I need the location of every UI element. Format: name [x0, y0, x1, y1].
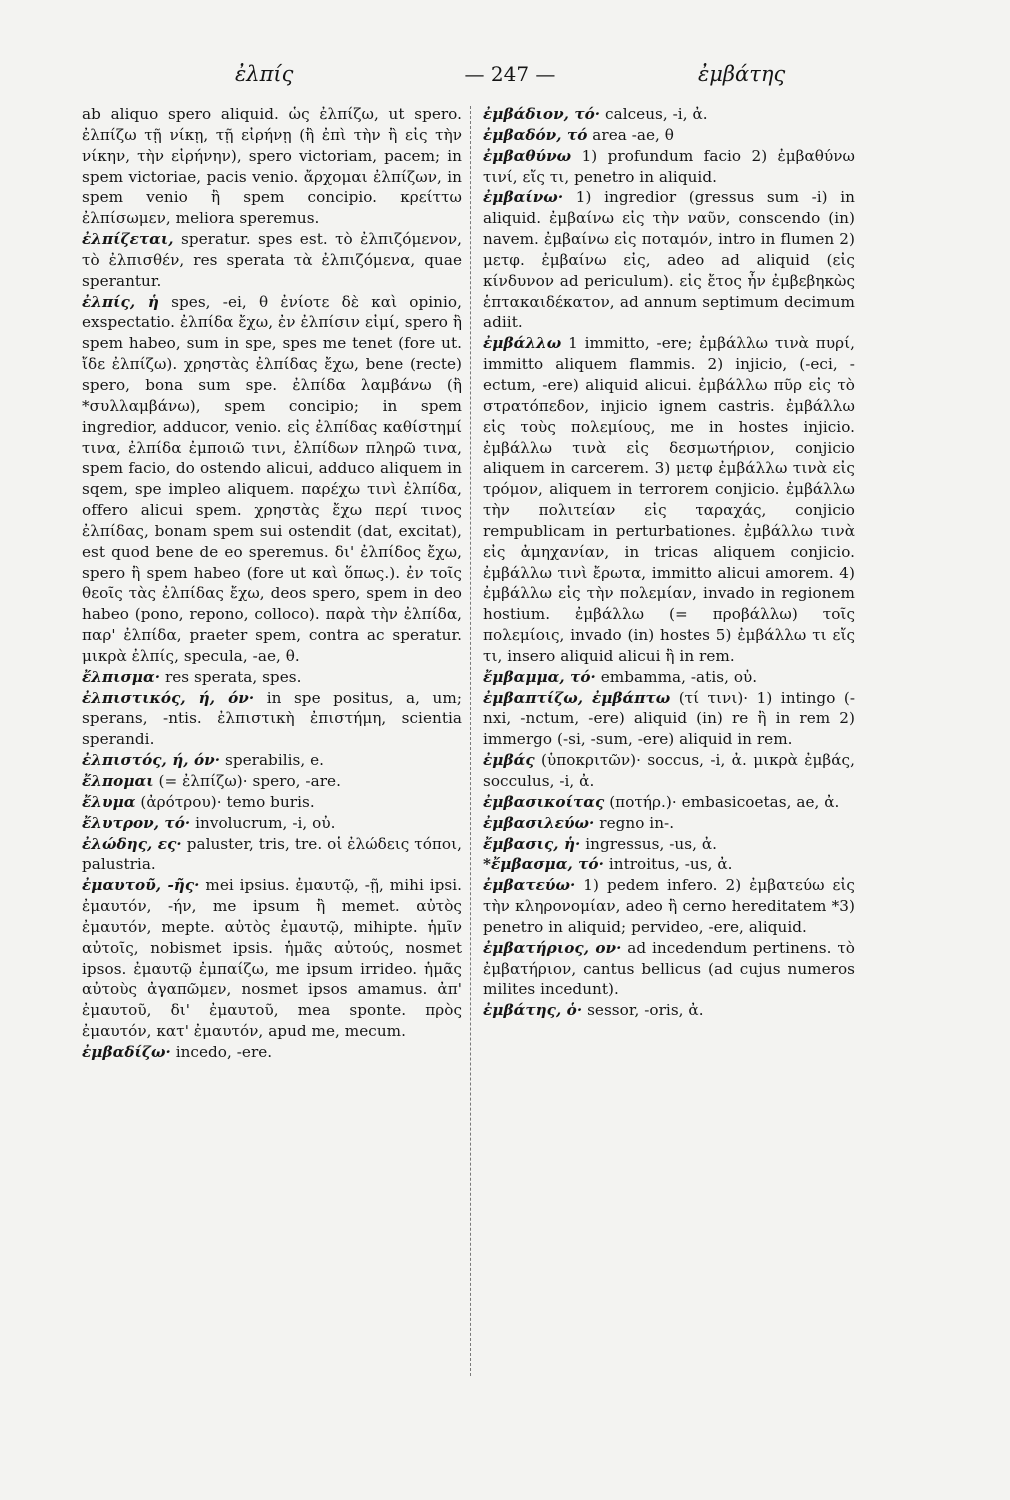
dictionary-entry — [483, 813, 855, 834]
running-head — [80, 62, 940, 96]
entry-headword: ἔλυμα — [82, 792, 136, 811]
entry-headword: ἐλπίζεται, — [82, 230, 174, 249]
entry-text: ad incedendum pertinens. τὸ ἐμβατήριον, cantus bellicus (ad cujus numeros milites incedunt). — [483, 938, 855, 999]
entry-headword: ἐμβάδιον, τό· — [483, 105, 601, 123]
entry-headword: ἐμβαθύνω — [483, 146, 572, 165]
entry-text: mei ipsius. ἐμαυτῷ, -ῇ, mihi ipsi. ἐμαυτόν, -ήν, me ipsum ἢ memet. αὐτὸς ἐμαυτόν, mepte. αὐτὸς ἐμαυτῷ, mihipte. ἡμῖν αὐτοῖς, nobismet ipsis. ἡμᾶς αὐτούς, nosmet ipsos. ἐμαυτῷ ἐμπαίζω, me ipsum irrideo. ἡμᾶς αὐτοὺς ἀγαπῶμεν, nosmet ipsos amamus. ἀπ' ἐμαυτοῦ, δι' ἐμαυτοῦ, mea sponte. πρὸς ἐμαυτόν, κατ' ἐμαυτόν, apud me, mecum. — [82, 876, 462, 1041]
entry-text: ingressus, -us, ἀ. — [585, 834, 718, 853]
entry-text: (ποτήρ.)· embasicoetas, ae, ἀ. — [609, 792, 840, 811]
entry-text: (= ἐλπίζω)· spero, -are. — [158, 772, 341, 790]
dictionary-entry — [483, 938, 855, 1001]
left-column — [82, 104, 462, 1063]
entry-text: ab aliquo spero aliquid. ὡς ἐλπίζω, ut spero. ἐλπίζω τῇ νίκῃ, τῇ εἰρήνῃ (ἢ ἐπὶ τὴν ἢ εἰς τὴν νίκην, τὴν εἰρήνην), spero victoriam, pacem; in spem victoriae, pacis venio. ἄρχομαι ἐλπίζων, in spem venio ἢ spem concipio. κρείττω ἐλπίσωμεν, meliora speremus. — [82, 105, 462, 228]
entry-text: speratur. spes est. τὸ ἐλπιζόμενον, τὸ ἐλπισθέν, res sperata τὰ ἐλπιζόμενα, quae sperantur. — [82, 230, 462, 290]
dictionary-entry — [483, 187, 855, 333]
dictionary-entry — [483, 125, 855, 146]
dictionary-entry — [82, 667, 462, 688]
entry-headword: ἐλπιστός, ή, όν· — [82, 751, 221, 770]
entry-text: regno in-. — [599, 813, 675, 832]
entry-headword: ἐμβαδίζω· — [82, 1042, 171, 1061]
entry-text: 1) ingredior (gressus sum -i) in aliquid. ἐμβαίνω εἰς τὴν ναῦν, conscendo (in) navem. ἐμβαίνω εἰς ποταμόν, intro in flumen 2) μετφ. ἐμβαίνω εἰς, adeo ad aliquid (εἰς κίνδυνον ad periculum). εἰς ἔτος ἦν ἐμβεβηκὼς ἑπτακαιδέκατον, ad annum septimum decimum adiit. — [483, 188, 855, 332]
entry-text: (ὑποκριτῶν)· soccus, -i, ἀ. μικρὰ ἐμβάς, socculus, -i, ἀ. — [483, 751, 855, 790]
entry-text: embamma, -atis, οὐ. — [600, 667, 758, 686]
entry-headword: ἐμβαδόν, τό — [483, 125, 588, 144]
entry-text: 1 immitto, -ere; ἐμβάλλω τινὰ πυρί, immitto aliquem flammis. 2) injicio, (-eci, -ectum, -ere) aliquid alicui. ἐμβάλλω πῦρ εἰς τὸ στρατόπεδον, injicio ignem castris. ἐμβάλλω εἰς τοὺς πολεμίους, me in hostes injicio. ἐμβάλλω τινὰ εἰς δεσμωτήριον, conjicio aliquem in carcerem. 3) μετφ ἐμβάλλω τινὰ εἰς τρόμον, aliquem in terrorem conjicio. ἐμβάλλω τὴν πολιτείαν εἰς ταραχάς, conjicio rempublicam in perturbationes. ἐμβάλλω τινὰ εἰς ἀμηχανίαν, in tricas aliquem conjicio. ἐμβάλλω τινὶ ἔρωτα, immitto alicui amorem. 4) ἐμβάλλω εἰς τὴν πολεμίαν, invado in regionem hostium. ἐμβάλλω (= προβάλλω) τοῖς πολεμίοις, invado (in) hostes 5) ἐμβάλλω τι εἴς τι, insero aliquid alicui ἢ in rem. — [483, 334, 855, 665]
entry-text: paluster, tris, tre. οἱ ἐλώδεις τόποι, palustria. — [82, 834, 462, 874]
page-number: — 247 — — [464, 62, 556, 86]
dictionary-entry — [82, 292, 462, 667]
dictionary-entry — [82, 834, 462, 876]
right-guide-word: ἐμβάτης — [698, 62, 786, 86]
left-guide-word: ἐλπίς — [235, 62, 294, 86]
dictionary-entry — [82, 750, 462, 771]
entry-headword: ἐλπιστικός, ή, όν· — [82, 688, 255, 707]
entry-headword: ἐλπίς, ἡ — [82, 292, 159, 311]
column-divider — [470, 106, 471, 1376]
entry-text: incedo, -ere. — [175, 1042, 273, 1061]
dictionary-entry — [483, 688, 855, 751]
dictionary-entry — [82, 813, 462, 834]
dictionary-entry — [82, 104, 462, 229]
entry-headword: ἔμβασις, ἡ· — [483, 834, 581, 853]
entry-headword: ἐμβάς — [483, 751, 535, 770]
dictionary-entry — [483, 792, 855, 813]
entry-headword: ἐμβαίνω· — [483, 188, 564, 207]
entry-headword: ἐμβάλλω — [483, 334, 562, 353]
dictionary-entry — [82, 1042, 462, 1063]
entry-headword: ἐλώδης, ες· — [82, 834, 182, 853]
entry-headword: ἐμβατήριος, ον· — [483, 938, 622, 957]
dictionary-entry — [483, 333, 855, 667]
entry-headword: ἐμβασιλεύω· — [483, 813, 595, 832]
entry-headword: ἔμβαμμα, τό· — [483, 667, 596, 686]
entry-headword: ἐμαυτοῦ, -ῆς· — [82, 876, 200, 895]
dictionary-entry — [483, 834, 855, 855]
dictionary-entry — [82, 792, 462, 813]
entry-text: 1) profundum facio 2) ἐμβαθύνω τινί, εἴς τι, penetro in aliquid. — [483, 146, 855, 186]
entry-headword: ἔλυτρον, τό· — [82, 813, 191, 832]
dictionary-entry — [483, 104, 855, 125]
entry-text: introitus, -us, ἀ. — [608, 855, 733, 874]
entry-text: sessor, -oris, ἀ. — [587, 1001, 704, 1020]
entry-text: 1) pedem infero. 2) ἐμβατεύω εἰς τὴν κληρονομίαν, adeo ἢ cerno hereditatem *3) penetro in aliquid; pervideo, -ere, aliquid. — [483, 876, 855, 936]
dictionary-entry — [82, 875, 462, 1042]
dictionary-entry — [483, 750, 855, 792]
entry-text: sperabilis, e. — [224, 751, 325, 770]
dictionary-entry — [82, 229, 462, 292]
entry-text: res sperata, spes. — [164, 667, 302, 686]
entry-text: spes, -ei, θ ἐνίοτε δὲ καὶ opinio, exspectatio. ἐλπίδα ἔχω, ἐν ἐλπίσιν εἰμί, spero ἢ spem habeo, sum in spe, spes me tenet (fore ut. ἴδε ἐλπίζω). χρηστὰς ἐλπίδας ἔχω, bene (recte) spero, bona sum spe. ἐλπίδα λαμβάνω (ἢ *συλλαμβάνω), spem concipio; in spem ingredior, adducor, venio. εἰς ἐλπίδας καθίστημί τινα, ἐλπίδα ἐμποιῶ τινι, ἐλπίδων πληρῶ τινα, spem facio, do ostendo alicui, adduco aliquem in sqem, spe impleo aliquem. παρέχω τινὶ ἐλπίδα, offero alicui spem. χρηστὰς ἔχω περί τινος ἐλπίδας, bonam spem sui ostendit (dat, excitat), est quod bene de eo speremus. δι' ἐλπίδος ἔχω, spero ἢ spem habeo (fore ut καὶ ὅπως.). ἐν τοῖς θεοῖς τὰς ἐλπίδας ἔχω, deos spero, spem in deo habeo (pono, repono, colloco). παρὰ τὴν ἐλπίδα, παρ' ἐλπίδα, praeter spem, contra ac speratur. μικρὰ ἐλπίς, specula, -ae, θ. — [82, 292, 462, 665]
entry-text: area -ae, θ — [592, 125, 675, 144]
dictionary-entry — [82, 771, 462, 792]
dictionary-entry — [483, 854, 855, 875]
entry-headword: *ἔμβασμα, τό· — [483, 855, 604, 874]
right-column — [483, 104, 855, 1021]
dictionary-entry — [483, 875, 855, 938]
entry-headword: ἐμβατεύω· — [483, 876, 576, 895]
entry-text: (τί τινι)· 1) intingo (-nxi, -nctum, -ere) aliquid (in) re ἢ in rem 2) immergo (-si, -sum, -ere) aliquid in rem. — [483, 688, 855, 749]
dictionary-entry — [483, 1000, 855, 1021]
entry-headword: ἐμβάτης, ὁ· — [483, 1001, 583, 1020]
entry-text: involucrum, -i, οὐ. — [195, 813, 336, 832]
entry-text: (ἀρότρου)· temo buris. — [140, 792, 315, 811]
entry-text: in spe positus, a, um; sperans, -ntis. ἐλπιστικὴ ἐπιστήμη, scientia sperandi. — [82, 688, 462, 749]
entry-headword: ἔλπισμα· — [82, 667, 161, 686]
entry-headword: ἔλπομαι — [82, 772, 154, 790]
entry-text: calceus, -i, ἀ. — [605, 105, 708, 123]
dictionary-entry — [483, 146, 855, 188]
dictionary-entry — [82, 688, 462, 751]
dictionary-entry — [483, 667, 855, 688]
entry-headword: ἐμβασικοίτας — [483, 792, 605, 811]
entry-headword: ἐμβαπτίζω, ἐμβάπτω — [483, 688, 671, 707]
